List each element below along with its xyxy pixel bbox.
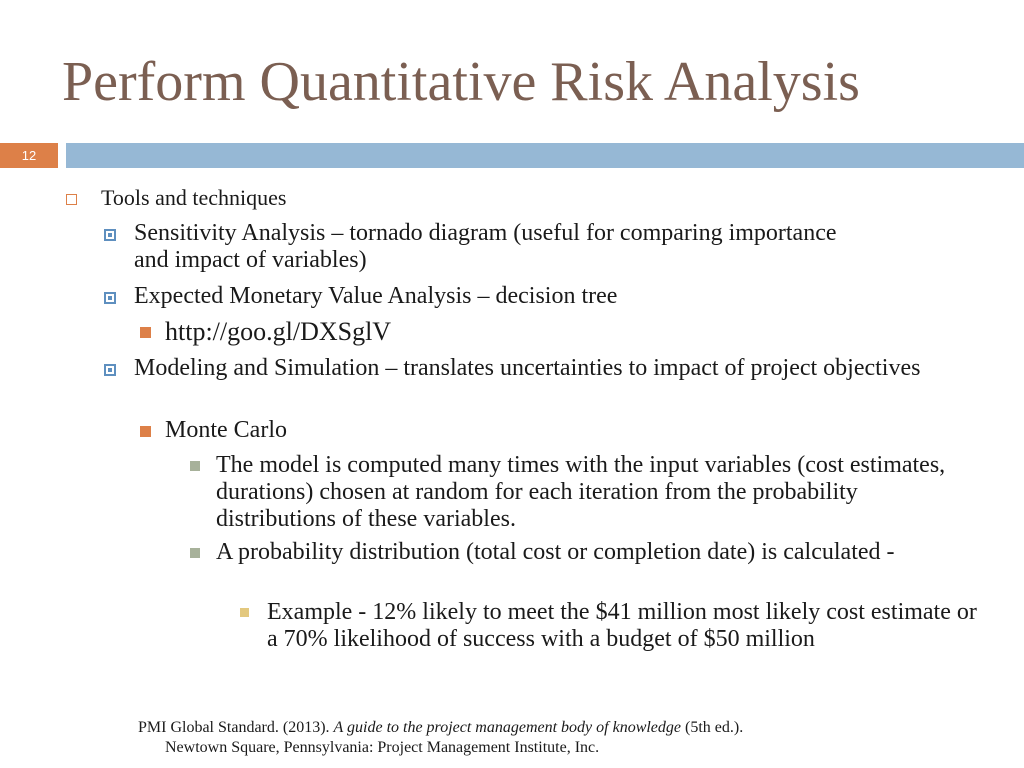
bullet-monte-carlo [140, 417, 960, 444]
bullet-tools [66, 184, 966, 211]
filled-square-bullet-icon [240, 608, 249, 617]
bullet-text: The model is computed many times with the input variables (cost estimates, durations) chosen at random for each iteration from the probability distributions of these variables. [216, 452, 946, 532]
slide-number: 12 [0, 143, 58, 168]
slide-title: Perform Quantitative Risk Analysis [62, 51, 860, 113]
bullet-text: Monte Carlo [165, 417, 287, 443]
bullet-model-computed [190, 452, 980, 533]
citation-publisher: Newtown Square, Pennsylvania: Project Management Institute, Inc. [165, 739, 600, 756]
bullet-modeling [104, 355, 964, 382]
square-bullet-icon [104, 292, 116, 304]
bullet-text: A probability distribution (total cost or completion date) is calculated - [216, 539, 895, 565]
hollow-square-bullet-icon [66, 194, 77, 205]
bullet-emv [104, 283, 964, 310]
filled-square-bullet-icon [140, 426, 151, 437]
filled-square-bullet-icon [190, 548, 200, 558]
filled-square-bullet-icon [140, 327, 151, 338]
bullet-text: Modeling and Simulation – translates uncertainties to impact of project objectives [134, 355, 921, 381]
bullet-text: Example - 12% likely to meet the $41 million most likely cost estimate or a 70% likelihood of success with a budget of $50 million [267, 599, 977, 652]
citation [138, 718, 968, 758]
decision-tree-link[interactable]: http://goo.gl/DXSglV [165, 317, 392, 346]
square-bullet-icon [104, 364, 116, 376]
filled-square-bullet-icon [190, 461, 200, 471]
header-divider-bar [66, 143, 1024, 168]
bullet-text: Tools and techniques [101, 185, 287, 210]
citation-author: PMI Global Standard. (2013). [138, 719, 334, 736]
square-bullet-icon [104, 229, 116, 241]
bullet-example [240, 599, 980, 653]
bullet-text: Expected Monetary Value Analysis – decision tree [134, 283, 618, 309]
bullet-sensitivity [104, 220, 844, 274]
bullet-link[interactable] [140, 318, 960, 346]
bullet-text: Sensitivity Analysis – tornado diagram (useful for comparing importance and impact of variables) [134, 220, 837, 273]
citation-book-title: A guide to the project management body of knowledge [333, 719, 682, 736]
bullet-probability-distribution [190, 539, 910, 566]
citation-edition: (5th ed.). [681, 719, 744, 736]
